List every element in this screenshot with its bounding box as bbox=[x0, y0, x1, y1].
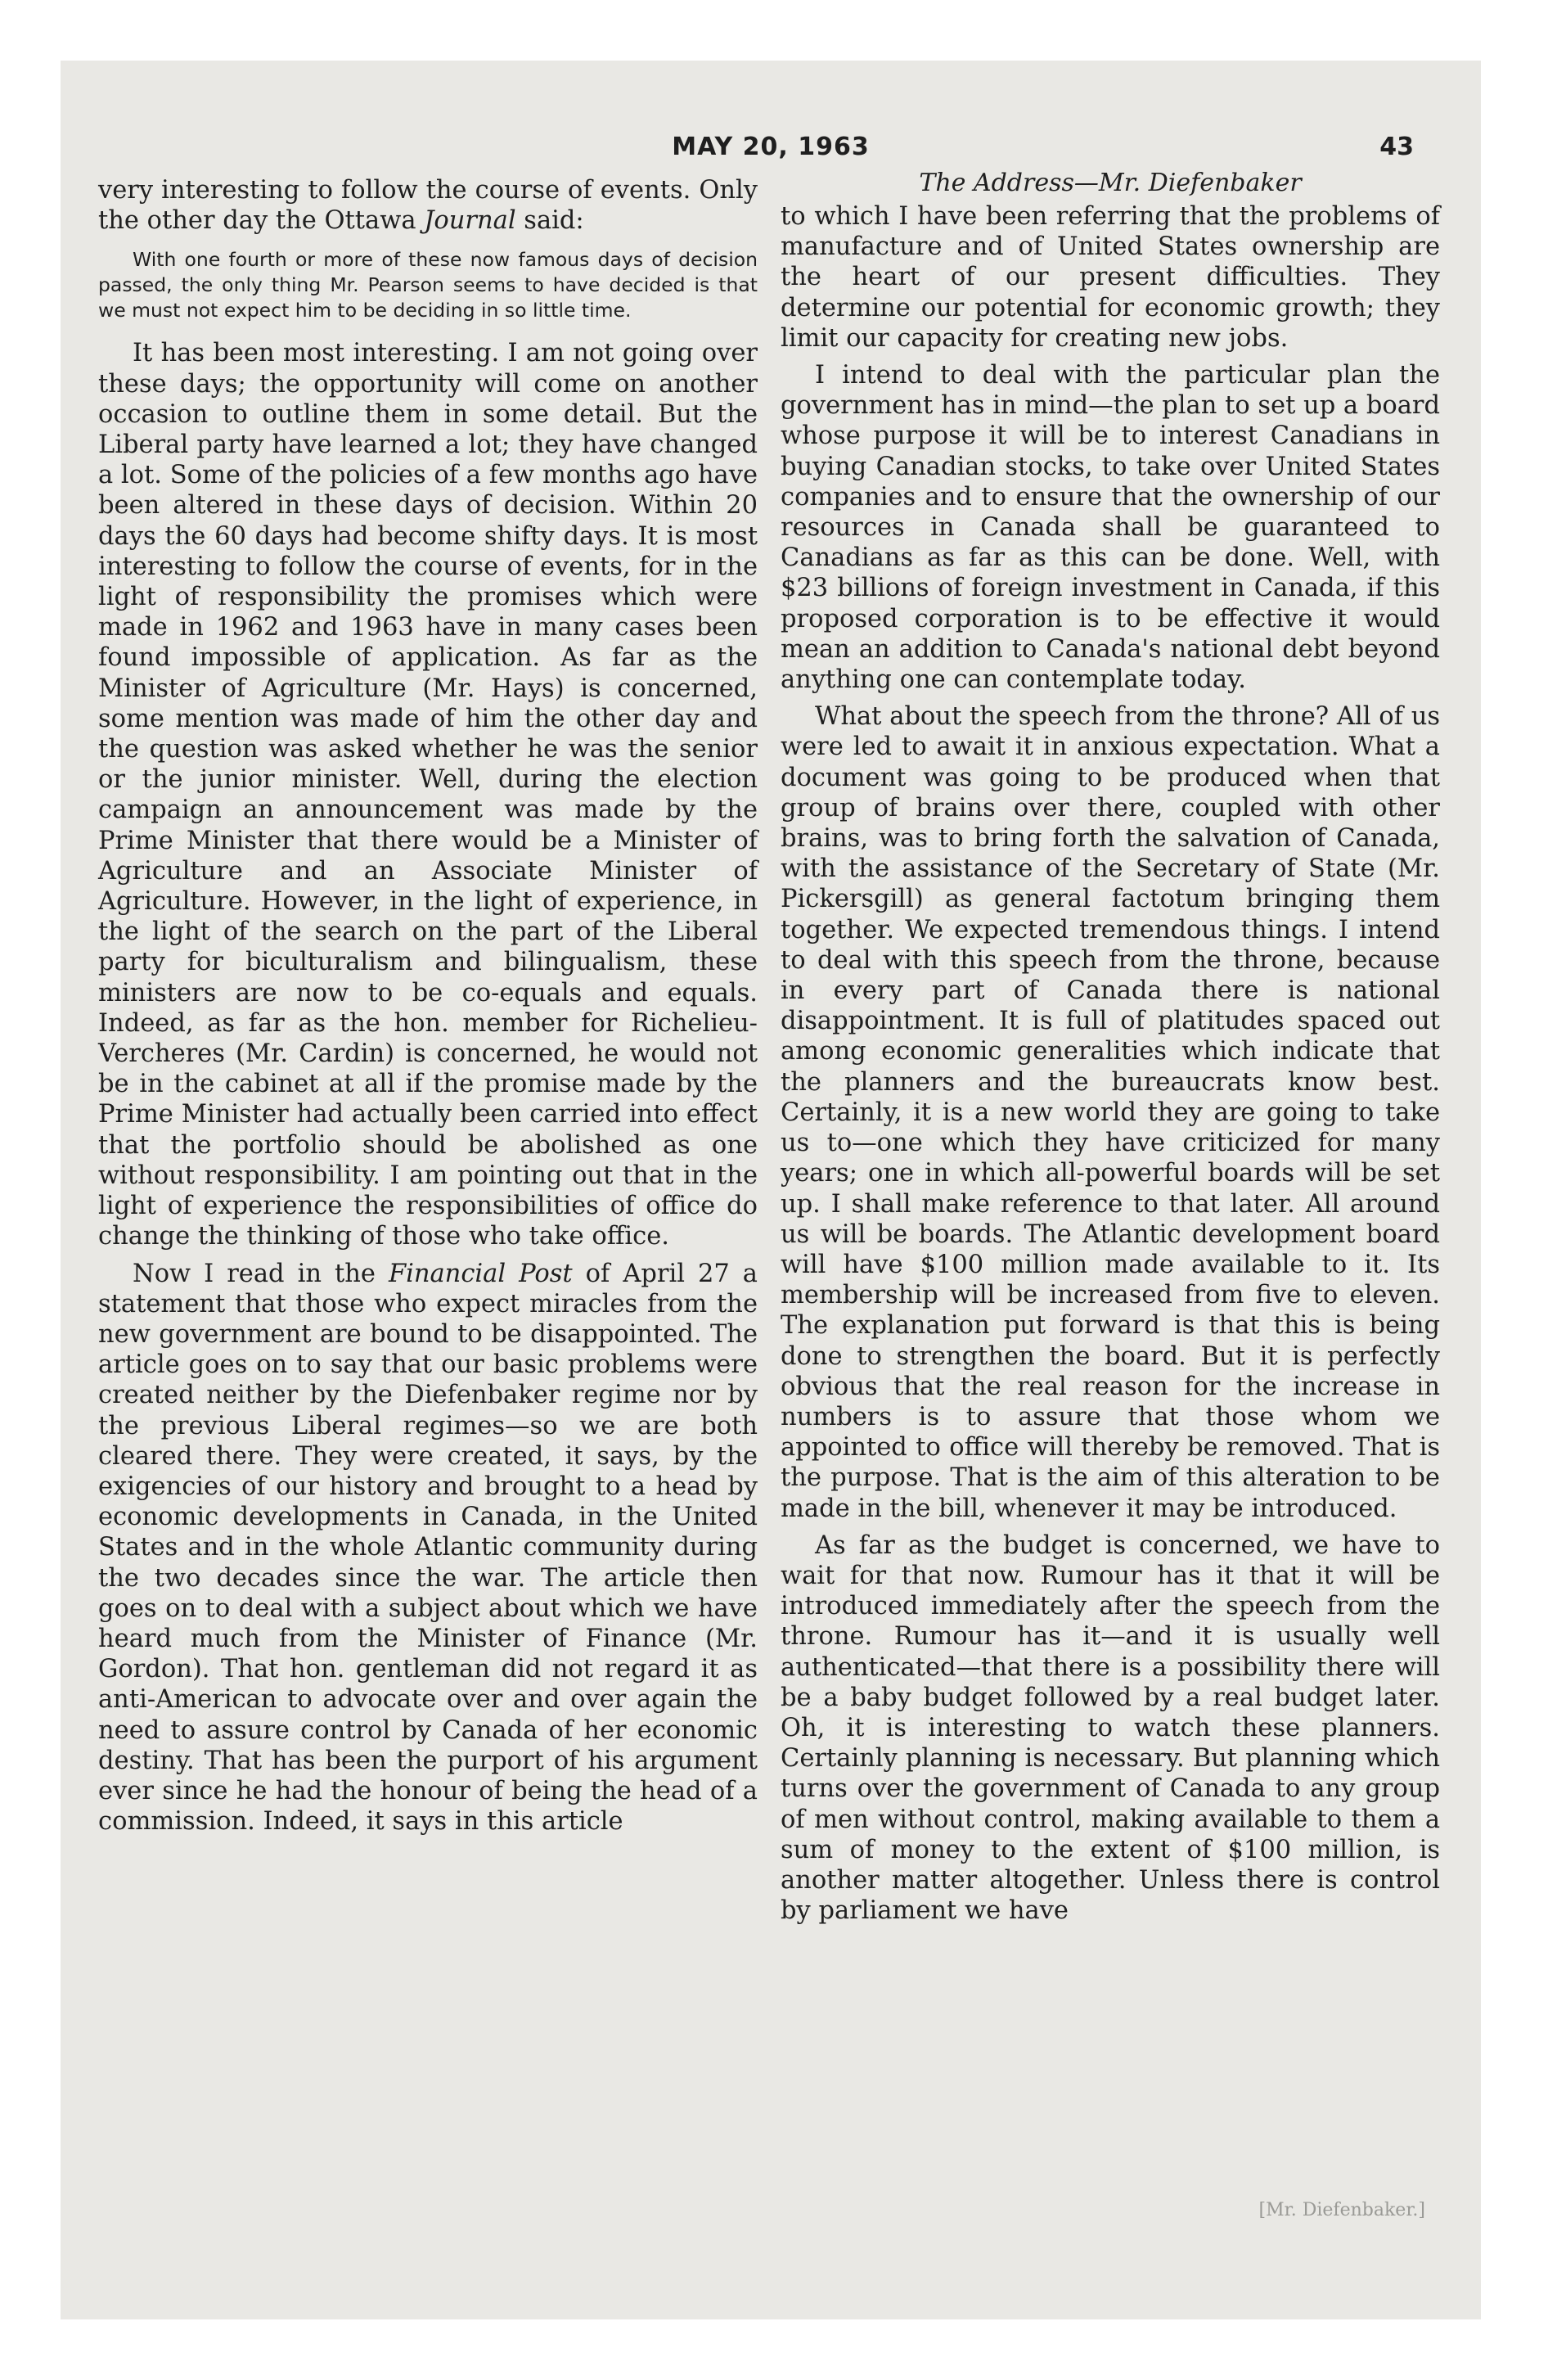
page-date: MAY 20, 1963 bbox=[672, 133, 870, 161]
paragraph: I intend to deal with the particular plan the government has in mind—the plan to set up a board whose purpose it will be to interest Canadians in buying Canadian stocks, to take over United States companies and to ensure that the ownership of our resources in Canada shall be guaranteed to Canadians as far as this can be done. Well, with $23 billions of foreign investment in Canada, if this proposed corporation is to be effective it would mean an addition to Canada's national debt beyond anything one can contemplate today. bbox=[781, 361, 1440, 695]
left-column bbox=[98, 175, 758, 1837]
paragraph-text: Now I read in the bbox=[133, 1259, 389, 1288]
block-quote: With one fourth or more of these now famous days of decision passed, the only thing Mr. Pearson seems to have decided is that we must not expect him to be deciding in so little time. bbox=[98, 248, 758, 322]
speaker-note: [Mr. Diefenbaker.] bbox=[1258, 2200, 1425, 2220]
paragraph-text: very interesting to follow the course of events. Only the other day the Ottawa bbox=[98, 176, 758, 236]
paragraph bbox=[98, 175, 758, 236]
paragraph: to which I have been referring that the problems of manufacture and of United States ownership are the heart of our present difficulties. They determine our potential for economic growth; they limit our capacity for creating new jobs. bbox=[781, 202, 1440, 353]
paragraph-text: of April 27 a statement that those who expect miracles from the new government are bound to be disappointed. The article goes on to say that our basic problems were created neither by the Diefenbaker regime nor by the previous Liberal regimes—so we are both cleared there. They were created, it says, by the exigencies of our history and brought to a head by economic developments in Canada, in the United States and in the whole Atlantic community during the two decades since the war. The article then goes on to deal with a subject about which we have heard much from the Minister of Finance (Mr. Gordon). That hon. gentleman did not regard it as anti-American to advocate over and over again the need to assure control by Canada of her economic destiny. That has been the purport of his argument ever since he had the honour of being the head of a commission. Indeed, it says in this article bbox=[98, 1259, 758, 1837]
page-number: 43 bbox=[1379, 133, 1414, 161]
journal-title: Journal bbox=[424, 206, 516, 236]
page-header bbox=[61, 124, 1481, 174]
paragraph: As far as the budget is concerned, we have to wait for that now. Rumour has it that it will be introduced immediately after the speech from the throne. Rumour has it—and it is usually well authenticated—that there is a possibility there will be a baby budget followed by a real budget later. Oh, it is interesting to watch these planners. Certainly planning is necessary. But planning which turns over the government of Canada to any group of men without control, making available to them a sum of money to the extent of $100 million, is another matter altogether. Unless there is control by parliament we have bbox=[781, 1530, 1440, 1926]
running-heading: The Address—Mr. Diefenbaker bbox=[919, 169, 1302, 197]
right-column bbox=[781, 169, 1440, 1926]
paragraph-text: said: bbox=[515, 206, 584, 236]
publication-title: Financial Post bbox=[388, 1259, 573, 1288]
paragraph bbox=[98, 1259, 758, 1837]
paragraph: What about the speech from the throne? All of us were led to await it in anxious expectation. What a document was going to be produced when that group of brains over there, coupled with other brains, was to bring forth the salvation of Canada, with the assistance of the Secretary of State (Mr. Pickersgill) as general factotum bringing them together. We expected tremendous things. I intend to deal with this speech from the throne, because in every part of Canada there is national disappointment. It is full of platitudes spaced out among economic generalities which indicate that the planners and the bureaucrats know best. Certainly, it is a new world they are going to take us to—one which they have criticized for many years; one in which all-powerful boards will be set up. I shall make reference to that later. All around us will be boards. The Atlantic development board will have $100 million made available to it. Its membership will be increased from five to eleven. The explanation put forward is that this is being done to strengthen the board. But it is perfectly obvious that the real reason for the increase in numbers is to assure that those whom we appointed to office will thereby be removed. That is the purpose. That is the aim of this alteration to be made in the bill, whenever it may be introduced. bbox=[781, 702, 1440, 1523]
paragraph: It has been most interesting. I am not going over these days; the opportunity will come on another occasion to outline them in some detail. But the Liberal party have learned a lot; they have changed a lot. Some of the policies of a few months ago have been altered in these days of decision. Within 20 days the 60 days had become shifty days. It is most interesting to follow the course of events, for in the light of responsibility the promises which were made in 1962 and 1963 have in many cases been found impossible of application. As far as the Minister of Agriculture (Mr. Hays) is concerned, some mention was made of him the other day and the question was asked whether he was the senior or the junior minister. Well, during the election campaign an announcement was made by the Prime Minister that there would be a Minister of Agriculture and an Associate Minister of Agriculture. However, in the light of experience, in the light of the search on the part of the Liberal party for biculturalism and bilingualism, these ministers are now to be co-equals and equals. Indeed, as far as the hon. member for Richelieu-Vercheres (Mr. Cardin) is concerned, he would not be in the cabinet at all if the promise made by the Prime Minister had actually been carried into effect that the portfolio should be abolished as one without responsibility. I am pointing out that in the light of experience the responsibilities of office do change the thinking of those who take office. bbox=[98, 339, 758, 1251]
